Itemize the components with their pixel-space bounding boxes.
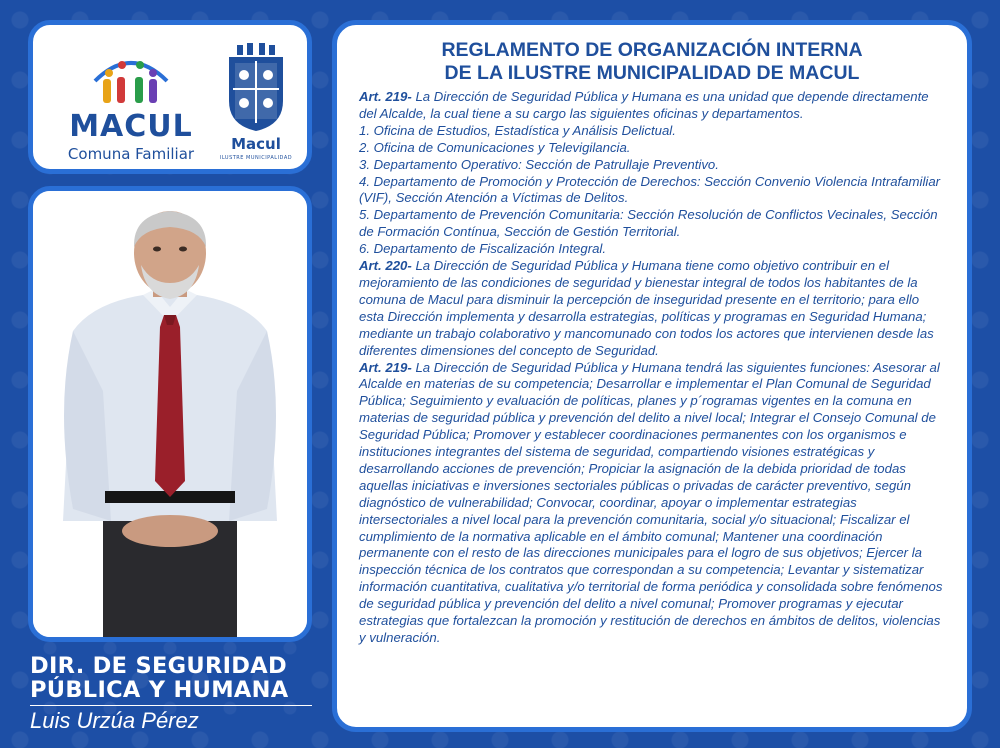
regulation-paragraph [359,140,945,157]
crest-name: Macul [231,135,281,153]
article-text: 2. Oficina de Comunicaciones y Televigilancia. [359,139,631,155]
article-text: 4. Departamento de Promoción y Protección de Derechos: Sección Convenio Violencia Intrafamiliar (VIF), Sección Atención a Víctimas de Delitos. [359,173,941,206]
article-label: Art. 219- [359,89,412,104]
logo-panel [28,20,312,174]
position-title-line1: DIR. DE SEGURIDAD [30,653,287,679]
portrait-panel [28,186,312,642]
article-label: Art. 220- [359,258,412,274]
regulation-title-line1: REGLAMENTO DE ORGANIZACIÓN INTERNA [441,39,863,61]
regulation-paragraph [359,258,945,359]
regulation-paragraph [359,123,945,140]
regulation-paragraph [359,241,945,258]
article-text: 1. Oficina de Estudios, Estadística y Análisis Delictual. [359,122,676,138]
macul-tagline: Comuna Familiar [67,145,195,163]
regulation-paragraph [359,174,945,208]
crest-subtitle: ILUSTRE MUNICIPALIDAD [219,155,293,161]
article-text: 6. Departamento de Fiscalización Integral. [359,241,607,257]
person-name: Luis Urzúa Pérez [30,708,199,733]
article-text: 3. Departamento Operativo: Sección de Patrullaje Preventivo. [359,156,719,172]
regulation-title [359,39,945,85]
article-text: La Dirección de Seguridad Pública y Humana es una unidad que depende directamente del Alcalde, la cual tiene a su cargo las siguientes oficinas y departamentos. [359,89,929,121]
position-title [30,654,320,702]
regulation-panel [332,20,972,732]
municipal-crest [221,43,291,173]
position-title-line2: PÚBLICA Y HUMANA [30,677,289,703]
regulation-paragraph [359,89,945,123]
regulation-paragraph [359,207,945,241]
crest-icon [221,43,291,133]
article-text: La Dirección de Seguridad Pública y Humana tendrá las siguientes funciones: Asesorar al Alcalde en materias de su competencia; Desarrollar e implementar el Plan Comunal de Seguridad Pública; Seguimiento y evaluación de políticas, planes y p´rogramas vigentes en la comuna en materias de seguridad pública y prevención del delito a nivel local; Integrar el Consejo Comunal de Seguridad Pública; Promover y establecer coordinaciones permanentes con los organismos e instituciones integrantes del sistema de seguridad, compartiendo visiones estratégicas y desarrollando acciones de prevención; Propiciar la asignación de la debida prioridad de todas aquellas iniciativas e inversiones sectoriales públicas o privadas de carácter preventivo, según diagnóstico de vulnerabilidad; Convocar, coordinar, apoyar o implementar estrategias intersectoriales a nivel local para la prevención comunitaria, social y/o situacional; Fiscalizar el cumplimiento de la normativa aplicable en el ámbito comunal; Mantener una coordinación permanente con el resto de las direcciones municipales para el logro de sus objetivos; Ejercer la inspección técnica de los contratos que correspondan a su competencia; Levantar y sistematizar información cuantitativa, cualitativa y/o territorial de forma periódica y consolidada sobre fenómenos de seguridad pública y prevención del delito a nivel comunal; Promover programas y ejecutar estrategias que fortalezcan la promoción y restitución de derechos en ámbitos de delitos, violencias y vulneración. [359,359,943,645]
article-text: 5. Departamento de Prevención Comunitaria: Sección Resolución de Conflictos Vecinales, Sección de Formación Contínua, Sección de Gestión Territorial. [359,207,938,240]
regulation-paragraph [359,157,945,174]
article-text: La Dirección de Seguridad Pública y Humana tiene como objetivo contribuir en el mejoramiento de las condiciones de seguridad y bienestar integral de todos los habitantes de la comuna de Macul para disminuir la percepción de inseguridad presente en el territorio; para ello esta Dirección implementa y desarrolla estrategias, políticas y programas en Seguridad Humana; mediante un trabajo colaborativo y mancomunado con todos los actores que intervienen desde las diferentes dimensiones del concepto de Seguridad. [359,258,934,358]
divider [30,705,312,706]
macul-wordmark: MACUL [69,109,193,144]
macul-logo [51,41,211,171]
regulation-title-line2: DE LA ILUSTRE MUNICIPALIDAD DE MACUL [444,62,860,84]
article-label: Art. 219- [359,359,412,375]
people-figures-icon [91,75,171,105]
regulation-body [359,89,945,647]
portrait-image [33,191,307,637]
regulation-paragraph [359,360,945,647]
